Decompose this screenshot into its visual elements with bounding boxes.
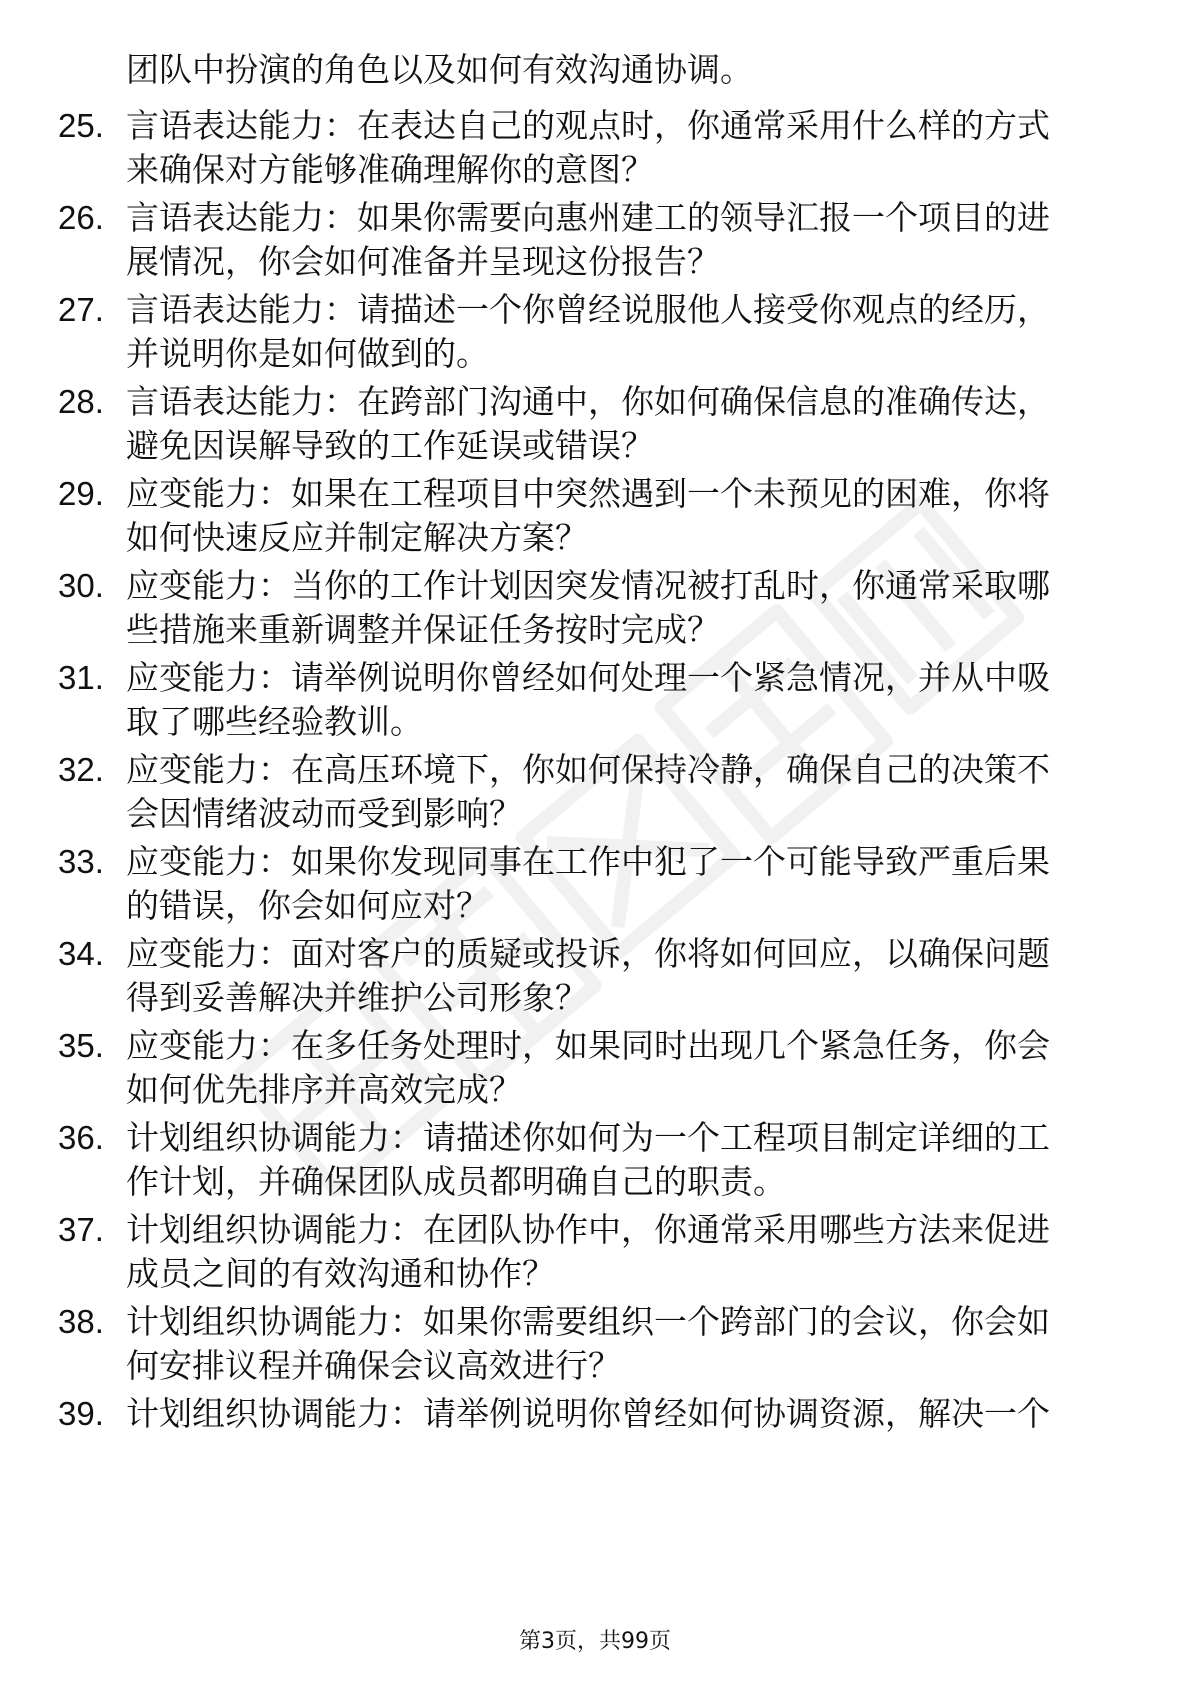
- item-number: 34.: [58, 935, 104, 972]
- item-line: 计划组织协调能力：请描述你如何为一个工程项目制定详细的工: [126, 1118, 1050, 1157]
- item-line: 计划组织协调能力：如果你需要组织一个跨部门的会议，你会如: [126, 1302, 1050, 1341]
- item-text: [126, 1116, 1121, 1204]
- item-line: 取了哪些经验教训。: [126, 702, 423, 741]
- item-number: 30.: [58, 567, 104, 604]
- item-text: [126, 840, 1121, 928]
- item-text: [126, 1208, 1121, 1296]
- item-number: 35.: [58, 1027, 104, 1064]
- item-text: [126, 656, 1121, 744]
- item-text: [126, 1392, 1121, 1436]
- item-line: 如何快速反应并制定解决方案？: [126, 518, 588, 557]
- item-line: 应变能力：如果你发现同事在工作中犯了一个可能导致严重后果: [126, 842, 1050, 881]
- item-line: 的错误，你会如何应对？: [126, 886, 489, 925]
- item-text: [126, 1300, 1121, 1388]
- item-line: 言语表达能力：在跨部门沟通中，你如何确保信息的准确传达，: [126, 382, 1050, 421]
- item-number: 33.: [58, 843, 104, 880]
- item-number: 29.: [58, 475, 104, 512]
- item-line: 应变能力：在多任务处理时，如果同时出现几个紧急任务，你会: [126, 1026, 1050, 1065]
- page-footer: [0, 1627, 1190, 1657]
- item-line: 展情况，你会如何准备并呈现这份报告？: [126, 242, 720, 281]
- item-number: 39.: [58, 1395, 104, 1432]
- item-line: 会因情绪波动而受到影响？: [126, 794, 522, 833]
- item-number: 36.: [58, 1119, 104, 1156]
- item-line: 何安排议程并确保会议高效进行？: [126, 1346, 621, 1385]
- item-number: 32.: [58, 751, 104, 788]
- item-text: [126, 380, 1121, 468]
- item-line: 言语表达能力：如果你需要向惠州建工的领导汇报一个项目的进: [126, 198, 1050, 237]
- item-number: 26.: [58, 199, 104, 236]
- page-number-label: 第3页，共99页: [519, 1629, 671, 1654]
- item-text: [126, 932, 1121, 1020]
- item-text: [126, 196, 1121, 284]
- item-text: [126, 1024, 1121, 1112]
- item-line: 计划组织协调能力：在团队协作中，你通常采用哪些方法来促进: [126, 1210, 1050, 1249]
- item-line: 应变能力：在高压环境下，你如何保持冷静，确保自己的决策不: [126, 750, 1050, 789]
- item-number: 25.: [58, 107, 104, 144]
- item-line: 应变能力：面对客户的质疑或投诉，你将如何回应，以确保问题: [126, 934, 1050, 973]
- item-line: 并说明你是如何做到的。: [126, 334, 489, 373]
- item-line: 避免因误解导致的工作延误或错误？: [126, 426, 654, 465]
- item-number: 27.: [58, 291, 104, 328]
- item-line: 来确保对方能够准确理解你的意图？: [126, 150, 654, 189]
- item-line: 得到妥善解决并维护公司形象？: [126, 978, 588, 1017]
- item-line: 言语表达能力：请描述一个你曾经说服他人接受你观点的经历，: [126, 290, 1050, 329]
- item-line: 成员之间的有效沟通和协作？: [126, 1254, 555, 1293]
- item-number: 38.: [58, 1303, 104, 1340]
- item-line: 作计划，并确保团队成员都明确自己的职责。: [126, 1162, 786, 1201]
- item-line: 应变能力：当你的工作计划因突发情况被打乱时，你通常采取哪: [126, 566, 1050, 605]
- item-text: [126, 564, 1121, 652]
- item-text: [126, 288, 1121, 376]
- continuation-line: 团队中扮演的角色以及如何有效沟通协调。: [126, 50, 753, 89]
- item-line: 如何优先排序并高效完成？: [126, 1070, 522, 1109]
- item-line: 些措施来重新调整并保证任务按时完成？: [126, 610, 720, 649]
- item-line: 言语表达能力：在表达自己的观点时，你通常采用什么样的方式: [126, 106, 1050, 145]
- item-text: [126, 104, 1121, 192]
- item-number: 37.: [58, 1211, 104, 1248]
- item-number: 31.: [58, 659, 104, 696]
- item-number: 28.: [58, 383, 104, 420]
- item-line: 应变能力：如果在工程项目中突然遇到一个未预见的困难，你将: [126, 474, 1050, 513]
- item-text: [126, 472, 1121, 560]
- item-text: [126, 748, 1121, 836]
- item-line: 计划组织协调能力：请举例说明你曾经如何协调资源，解决一个: [126, 1394, 1050, 1433]
- item-line: 应变能力：请举例说明你曾经如何处理一个紧急情况，并从中吸: [126, 658, 1050, 697]
